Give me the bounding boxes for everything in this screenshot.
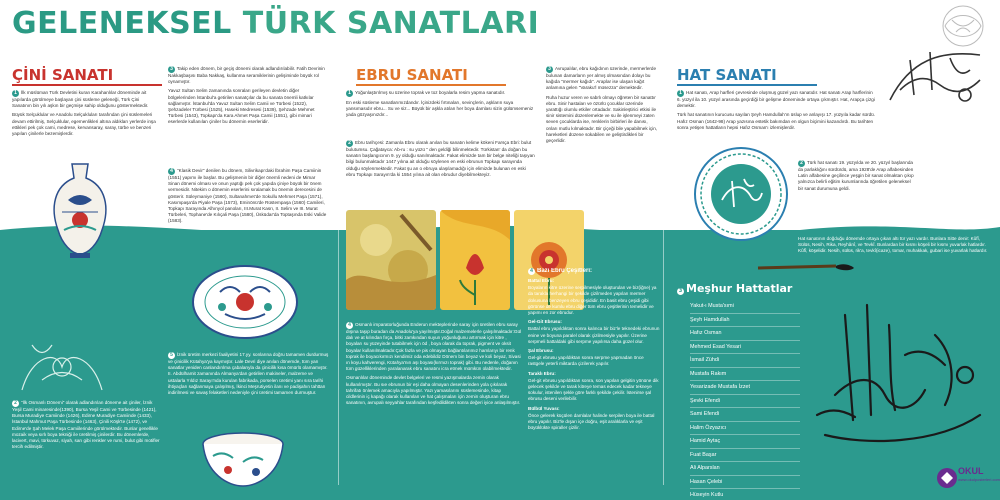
cini-underline xyxy=(12,84,162,86)
ebru-num-5: 4 xyxy=(528,268,535,275)
cini-paragraph-2 xyxy=(12,400,160,490)
ebru-p3b-text: Ruha huzur veren ve sabrlı olmayı öğreten bir sanattır ebru. Sinir hastaları ve özürlü çocuklar üzerinde yarattığı olumlu etkiler ortadadır. Sakinleştirici etkisi ile sinir sistemini düzenlemekte ve su ile işlenmeyi zaten seven çocuklarda ise, renklerin birbirleri ile danısı, onları mutlu kılmaktadır. Bir çiçeği bile yapabilmek için, hareketleri düzene sokabilen ve geliştirdikleri bir geçerlidir. xyxy=(546,94,658,144)
hattat-item: Hüseyin Kutlu xyxy=(690,489,800,500)
hat-medallion-image xyxy=(692,145,790,243)
ebru-type-5-title: Bülbül Yuvası: xyxy=(528,405,560,411)
cini-num-2: 2 xyxy=(12,400,19,407)
hat-paragraph-2 xyxy=(798,160,916,232)
ebru-p4-text: Osmanlı imparatorluğunda Enderun mekteplerinde saray için üretilen ebru saray dışına taşıp buradan da Anadolu'ya yayılmıştır.Doğal malzemelerle çalışılmaktadır:Gül dalı ve at kılından fırça, bitki zamkından suyun yoğunluğunu artırmak için kitre , boyaları su yüzeyinde tutabilmek için öd , boya olarak da toprak, pigment ve oksit boyalar kullanılmaktadır.Çok fazla ve pis olmayan bağlantılarımız hamlarıyı bir renk toprak ile boyacıkırmızı kendimiz oda edebildiz Dönem bin beyaz ve koli beyaz, Sivasi ın koyu kahverengi, Kütahya'nın aşı boyası(kırmızı toprak) gibi. Bu nedenle, doğanın tüm güzelliklerinden yaralanarak ebru sanatını icra etmek mümkün olabilmektedir. xyxy=(346,322,521,372)
hattat-item: Mehmed Esad Yesari xyxy=(690,341,800,355)
cini-tile-decor-image xyxy=(12,335,112,400)
hattat-title xyxy=(677,282,792,295)
ebru-type-2-title: Gel-Git Ebrusu: xyxy=(528,319,562,325)
hattat-item: Fuat Başar xyxy=(690,449,800,463)
cini-p2-text: "İlk Osmanlı Dönemi" olarak adlandırılan döneme ait çiniler, İznik Yeşil Cami minaresinde(1390), Bursa Yeşil Cami ve Türbesinde (1421), Bursa Muradiye Camiinde (1426), Edirne Muradiye Camiinde (1433), İstanbul Mahmut Paşa Türbesinde (1463), Çinili Köşk'te (1472), ve Edirne'de Şah Melek Paşa Camiilerinde görülmektedir. Bunlar genellikle mozaik veya sırlı boya tekniği ile üretilmiş çinilerdir. Bu dönemlerde, lacivert, mavi, türkuvaz, siyah, sarı gibi renkler ve rumi, bulut gibi motifler tercih edilmiştir. xyxy=(12,400,160,450)
cini-paragraph-3 xyxy=(168,66,328,164)
logo-url: www.okulposterleri.com xyxy=(958,477,1000,482)
cini-num-1: 1 xyxy=(12,90,19,97)
ebru-type-5-desc: Önce gelerek küçülen damlalar halinde serpilen boya ile battal ebru yapılır. Biz'le dışarı içe doğru, eşit aralıklarla ve eşit büyüklükte spiraller çizilir. xyxy=(528,412,655,431)
hat-num-3: 3 xyxy=(678,288,683,294)
hat-num-2: 2 xyxy=(798,160,805,167)
hattat-item: Halim Özyazıcı xyxy=(690,422,800,436)
ebru-type-2-desc: Battal ebru yapıldıktan sonra kalınca bir biz'le teknedeki ebrunun enine ve boyuna paralel olarak çizilmesiyle yapılır. Üzerine serpmeli battaldaki gibi serpme yapılırsa daha güzel olur. xyxy=(528,326,660,344)
ebru-p1-text: Yoğunlaştırılmış su üzerine toprak ve toz boyalarla resim yapma sanatıdır. xyxy=(355,90,506,95)
ebru-title: EBRU SANATI xyxy=(356,66,468,84)
hattat-item: Mustafa Rakım xyxy=(690,368,800,382)
hattat-item: Sami Efendi xyxy=(690,408,800,422)
hattat-item: Şeyh Hamdullah xyxy=(690,314,800,328)
cini-paragraph-4 xyxy=(168,168,328,258)
column-divider-1 xyxy=(338,55,339,485)
hattat-title-text: Meşhur Hattatlar xyxy=(686,282,793,295)
cini-num-4: 4 xyxy=(168,168,175,175)
ebru-num-1: 1 xyxy=(346,90,353,97)
hattat-list xyxy=(690,300,800,500)
cini-paragraph-1 xyxy=(12,90,158,158)
hat-num-1: 1 xyxy=(677,90,684,97)
ebru-p3-text: Avrupalılar, ebru kağıdının üzerinde, mermerlerde bulunan damarların yer almış olmasından dolayı bu kağıda "mermer kağıdı". Araplar ise ulaşan kağıt anlamına gelen "Varaku'l müsezza" demektedir. xyxy=(546,66,657,91)
ebru-types xyxy=(528,268,660,494)
cini-num-3: 3 xyxy=(168,66,175,73)
hat-underline xyxy=(677,84,817,86)
hattat-item: Hafız Osman xyxy=(690,327,800,341)
title-part2: TÜRK SANATLARI xyxy=(242,6,540,41)
hat-p2b-text: Hat sanatının doğduğu dönemde ortaya çıkan altı tür yazı vardır. Bunlara Sitte denir: Kûfî, Sülüs, Nesih, Rika, Reyhânî, ve Tevkî. Bunlardan bir kısmı köşeli bir kısmı yuvarlak hatlardır. Kûfî, köşelidir. Nesih, sülüs, rik'a, tevkî(icaze), tomar, muhakkak, gubari ise yuvarlak hatlardır. xyxy=(798,236,988,254)
cini-p3b-text: Yavuz Sultan Selim zamanında sonraları gerileyen devletin diğer bölgelerinden İstanbul'a getirilen sanatçılar da bu sanata önemli katkılar sağlamıştır. İstanbul'da Yavuz Sultan Selim Camii ve Türbesi (1522), Şehzadeler Türbesi (1525), Haseki Medresesi (1539), Şehzade Mehmet Türbesi (1543), Topkapı'da Kara Ahmet Paşa Camii (1551), gibi mimari eserlerde kullanılan çiniler bu dönemin eserleridir. xyxy=(168,88,315,125)
cini-p4-text: "Klasik Devir" denilen bu dönem, Silivrikapı'daki İbrahim Paşa Camiinin (1551) yapımı ile başlar. Bu gelişmenin bir diğer önemli nedeni de Mimar Sinan dönemi olması ve onun yaptığı pek çok yapıda çiniye büyük bir önem vermesidir. Nitekim o dönemin eserlerini sıralamak bu önemin derecesini de gösterir. Süleymaniye (1560), Sultanahmet'de Sokullu Mehmet Paşa (1571), Kasımpaşa'da Piyale Paşa (1573), Eminönü'de Rüstempaşa (1560) Camileri, Topkapı Sarayında Alhınyol panoları, III.Murat Kasrı, II. Selim ve III. Murat Türbeleri, Tophane'de Kılıçali Paşa (1580), Üsküdar'da Toptaşında Eski Valide (1583). xyxy=(168,168,327,224)
hattat-item: Yesarizade Mustafa İzzet xyxy=(690,381,800,395)
cini-title: ÇİNİ SANATI xyxy=(12,66,114,84)
hattat-item: Şevki Efendi xyxy=(690,395,800,409)
ebru-type-1-title: Battal Ebru: xyxy=(528,278,555,283)
hat-p1b-text: Türk hat sanatının kurucusu sayılan Şeyh Hamdullah'ın üslup ve anlayışı 17. yüzyıla kadar sürdü. Hafız Osman (1642-98) Arap yazısına estetik bakımdan en olgun biçimini kazandırdı. Bu tarihten sonra yetişen hattatların hepsi Hafız Osman'ı izlemişlerdir. xyxy=(677,112,876,130)
cini-p1b-text: Büyük Selçuklular ve Anadolu Selçukluları tarafından çini süslemeleri devam ettirilmiş, Selçuklular, egemenlikleri altına aldıkları yerlerde inşa ettikleri pek çok cami, medrese, kervansaray, saray, türbe ve benzeri yapıları çinilerle bezemişlerdir. xyxy=(12,112,156,137)
ebru-paragraph-3 xyxy=(546,66,658,212)
ebru-artist-image xyxy=(346,210,436,310)
cini-bowl-image xyxy=(198,428,288,490)
ebru-paragraph-4 xyxy=(346,322,521,492)
column-divider-2 xyxy=(663,55,664,485)
ebru-underline xyxy=(356,84,506,86)
cini-p5-text: İznik üretim merkezi faaliyetini 17.yy. sonlarına doğru tamamen durdurmuş ve çinicilik Kütahya'ya kaymıştır. Lale Devri diye anılan dönemde, tüm yan sanatlar yeniden canlandırılma çabalarıyla da çinicilik kısa ömürlü olamamıştır. II. Abdülhamit zamanında Almanya'dan getirilen makineler, malzeme ve ustalarla Yıldız Sarayı'nda kurulan fabrikada, porselen üretimi yanı sıra tarihi ihtiyaçları sağlanmaya çalışılmış, İkinci Meşrutiyetin ilanı ve padişahın tahttan indirilmesi ve savaş felaketleri nedeniyle çini üretimi tamamen durmuştur. xyxy=(168,352,329,396)
hattat-item: Ali Alparslan xyxy=(690,462,800,476)
hattat-item: Hamid Aytaç xyxy=(690,435,800,449)
logo-name: OKUL xyxy=(958,466,984,476)
hattat-item: Yakut-ı Musta'sımi xyxy=(690,300,800,314)
ebru-type-3-title: Şal Ebrusu: xyxy=(528,348,554,354)
ebru-p1b-text: En eski süsleme sanatlarımızdandır. İçinizdeki fırtınaları, sevinçlerin, aşkların suya yansımasıdır ebru... Su ve siz... Büyük bir aşkla atılan her boya damlası sizin gülümsemeniz yada gözyaşınızdır... xyxy=(346,100,534,118)
hat-title: HAT SANATI xyxy=(677,66,777,84)
hat-calligraphy-decor-image xyxy=(880,40,992,115)
ebru-p4b-text: Osmanlılar döneminde devlet belgeleri ve resmi yazışmalarda zemin olarak kullanılmıştır. Bu sıe ebrunun bir eşi daha olmayan desenlerinden yola çıkılarak tahrifatı önlemek amacıyla yapılmıştır. Yazı yamasılarını süslemesinde, kitap cildlerinin iç kapağı olarak kullanılan ve hat çalışmaları için zemin oluşturan ebru sanatının, avrupalı seyyahlar tarafından keşfedildikten sonra değeri iyice anlaşılmıştır. xyxy=(346,375,521,406)
page-title xyxy=(12,6,572,41)
hat-p2-text: Türk hat sanatı 19. yüzyılda ve 20. yüzyıl başlarında da parlaklığını sürdürdü, ama 1928'de Arap alfabesinden Latin alfabesine geçilince yeşgin bir sanat olmaktan çıkıp yalnızca belirli eğitim kurumlarında öğretilen geleneksel bir sanat durumuna geldi. xyxy=(798,160,914,191)
title-part1: GELENEKSEL xyxy=(12,6,243,41)
ebru-type-4-title: Taraklı Ebru: xyxy=(528,370,556,376)
cini-paragraph-5 xyxy=(168,352,330,427)
cini-plate-image xyxy=(190,262,300,342)
cini-p3-text: Takip eden dönem, bir geçiş dönemi olarak adlandırılabilir. Fatih Devrinin Nakkaşbaşısı Baba Nakkaş, kullanma seramiklerinin gelişiminde büyük rol oynamıştır. xyxy=(168,66,325,85)
ebru-type-4-desc: Gel-git ebrusu yapıldıktan sonra, son yapılan gelgitin yönüne dik gelecek şekilde ve tarak kitreye temas edecek kadar tekneye sokulur, istenilen şekle göre farklı şekilde çekilir. İstenirse şal ebrusu deseni verilebilir. xyxy=(528,377,659,402)
hat-p1-text: Hat sanatı, Arap harfleri çevresinde oluşmuş güzel yazı sanatıdır. Hat sanatı Arap harflerinin 6. yüzyıl ila 10. yüzyıl arasında geçirdiği bir gelişme döneminde ortaya çıkmıştır. Hat, Arapça çizgi demektir. xyxy=(677,90,875,109)
ebru-paragraph-2 xyxy=(346,140,536,202)
ebru-num-2: 2 xyxy=(346,140,353,147)
ebru-types-title: Bazı Ebru Çeşitleri: xyxy=(537,268,593,274)
hat-paragraph-1 xyxy=(677,90,877,140)
cini-p1-text: İlk müslüman Türk Devletini kuran Karahanlılar döneminde ait yapılarda görülmeye başlayan çini süsleme geleneği, Türk Çini Sanatının bin yılı aşkın bir geçmişe sahip olduğunu göstermektedir. xyxy=(12,90,149,109)
hat-large-calligraphy-image xyxy=(805,295,995,460)
ebru-tulip-image xyxy=(440,210,510,310)
hattat-item: İsmail Zühdi xyxy=(690,354,800,368)
cini-vase-image xyxy=(40,160,120,260)
hattat-item: Hasan Çelebi xyxy=(690,476,800,490)
ebru-num-3: 3 xyxy=(546,66,553,73)
ebru-type-3-desc: Gel-git ebrusu yapıldıktan sonra serpme yapmadan önce rastgele yeterli miktarda çizilerek yapılır. xyxy=(528,355,644,367)
ebru-num-4: 4 xyxy=(346,322,353,329)
ebru-type-1-desc: Boyaların kitre üzerine serpilmesiyle oluşturulan ve biz(iğne) ya da tarakla herhangi bir şekilde çizilmeden yapılan mermer dokusuna benzeyen ebru çeşididir. En basit ebru çeşidi gibi görünse de kumlu ebru diğer tüm ebru çeşitlerinin temelidir ve yapımı en zor ebrudur. xyxy=(528,285,657,316)
hat-brush-icon xyxy=(756,258,856,276)
cini-num-5: 5 xyxy=(168,352,175,359)
ebru-p2-text: Ebru tarihçesi: Zamanla Ebru olarak anılan bu sanatın kelime kökeni Farsça Ebri: bulut bulutumsu. Çağatayca: Ab-ru : su yüzü " den geldiği bilinmektedir. Türkistan' da doğan bu sanatın başlangıcının 9. yy olduğu sanılmaktadır. Fakat elimizde tam bir belge niteliği taşıyan bilgi bulunmaktadır 1447 yılına ait olduğu söylenen en eski ebrunun Topkapı sarayında olduğu söylenmektedir. Fakat şu an o ebruya ulaşılamadığı için elimizde bulunan en eski ebru Topkapı Sarayın'da ki 1554 yılına ait olan ebrudur diyebilmekteyiz. xyxy=(346,140,535,177)
ebru-paragraph-1 xyxy=(346,90,536,136)
